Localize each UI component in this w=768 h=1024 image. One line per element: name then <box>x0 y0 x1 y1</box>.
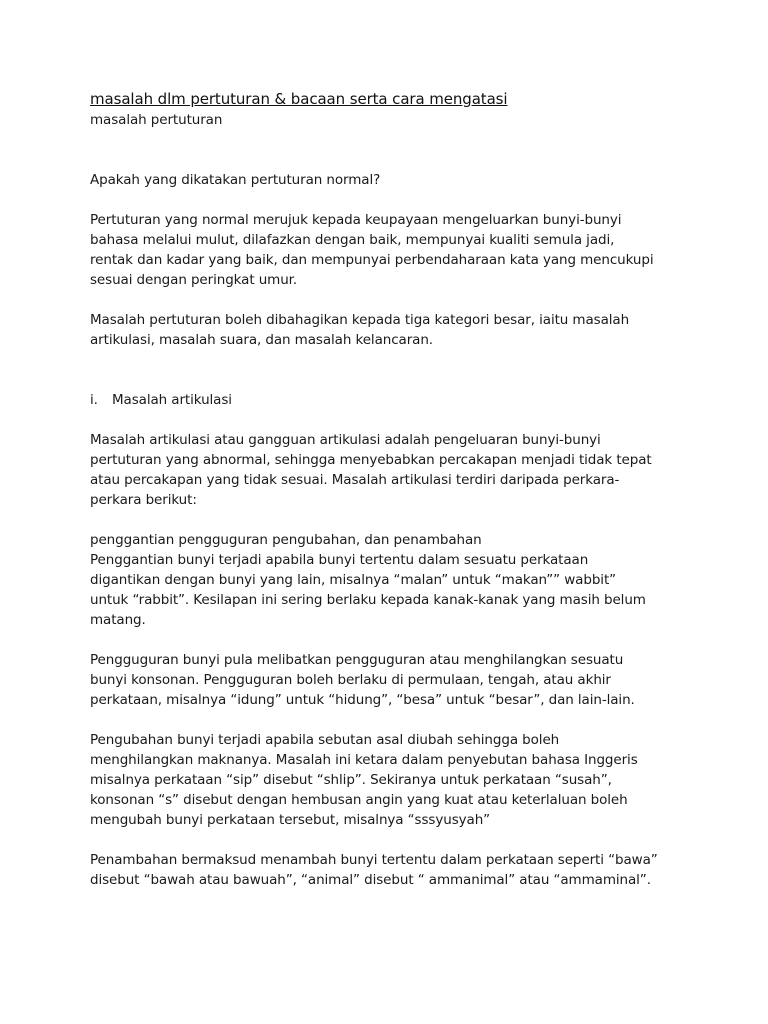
paragraph-addition <box>90 850 690 890</box>
text-line: Masalah artikulasi atau gangguan artikulasi adalah pengeluaran bunyi-bunyi <box>90 432 601 448</box>
text-line: mengubah bunyi perkataan tersebut, misalnya “sssyusyah” <box>90 812 491 828</box>
text-line: bahasa melalui mulut, dilafazkan dengan baik, mempunyai kualiti semula jadi, <box>90 232 615 248</box>
text-line: perkara berikut: <box>90 492 197 508</box>
text-line: sesuai dengan peringkat umur. <box>90 272 298 288</box>
text-line: pertuturan yang abnormal, sehingga menyebabkan percakapan menjadi tidak tepat <box>90 452 652 468</box>
section-number: i. <box>90 392 98 408</box>
text-line: rentak dan kadar yang baik, dan mempunyai perbendaharaan kata yang mencukupi <box>90 252 654 268</box>
question-heading: Apakah yang dikatakan pertuturan normal? <box>90 172 381 188</box>
text-line: Pertuturan yang normal merujuk kepada keupayaan mengeluarkan bunyi-bunyi <box>90 212 622 228</box>
document-title: masalah dlm pertuturan & bacaan serta cara mengatasi <box>90 90 508 108</box>
text-line: konsonan “s” disebut dengan hembusan angin yang kuat atau keterlaluan boleh <box>90 792 628 808</box>
text-line: Pengubahan bunyi terjadi apabila sebutan asal diubah sehingga boleh <box>90 732 560 748</box>
paragraph-articulation <box>90 430 690 510</box>
paragraph-omission <box>90 650 690 710</box>
paragraph-substitution <box>90 530 690 630</box>
section-title: Masalah artikulasi <box>112 392 232 408</box>
text-line: misalnya perkataan “sip” disebut “shlip”. Sekiranya untuk perkataan “susah”, <box>90 772 612 788</box>
paragraph-normal-speech <box>90 210 690 290</box>
paragraph-distortion <box>90 730 690 830</box>
text-line: disebut “bawah atau bawuah”, “animal” disebut “ ammanimal” atau “ammaminal”. <box>90 872 651 888</box>
text-line: digantikan dengan bunyi yang lain, misalnya “malan” untuk “makan”” wabbit” <box>90 572 617 588</box>
text-line: artikulasi, masalah suara, dan masalah kelancaran. <box>90 332 433 348</box>
text-line: Masalah pertuturan boleh dibahagikan kepada tiga kategori besar, iaitu masalah <box>90 312 630 328</box>
text-line: atau percakapan yang tidak sesuai. Masalah artikulasi terdiri daripada perkara- <box>90 472 620 488</box>
document-body <box>90 88 690 890</box>
paragraph-categories <box>90 310 690 350</box>
text-line: penggantian pengguguran pengubahan, dan penambahan <box>90 532 482 548</box>
document-subtitle: masalah pertuturan <box>90 112 223 128</box>
section-heading <box>90 390 690 410</box>
text-line: Pengguguran bunyi pula melibatkan pengguguran atau menghilangkan sesuatu <box>90 652 624 668</box>
text-line: menghilangkan maknanya. Masalah ini ketara dalam penyebutan bahasa Inggeris <box>90 752 638 768</box>
text-line: perkataan, misalnya “idung” untuk “hidung”, “besa” untuk “besar”, dan lain-lain. <box>90 692 635 708</box>
text-line: bunyi konsonan. Pengguguran boleh berlaku di permulaan, tengah, atau akhir <box>90 672 611 688</box>
text-line: matang. <box>90 612 146 628</box>
text-line: untuk “rabbit”. Kesilapan ini sering berlaku kepada kanak-kanak yang masih belum <box>90 592 646 608</box>
text-line: Penambahan bermaksud menambah bunyi tertentu dalam perkataan seperti “bawa” <box>90 852 658 868</box>
text-line: Penggantian bunyi terjadi apabila bunyi tertentu dalam sesuatu perkataan <box>90 552 589 568</box>
